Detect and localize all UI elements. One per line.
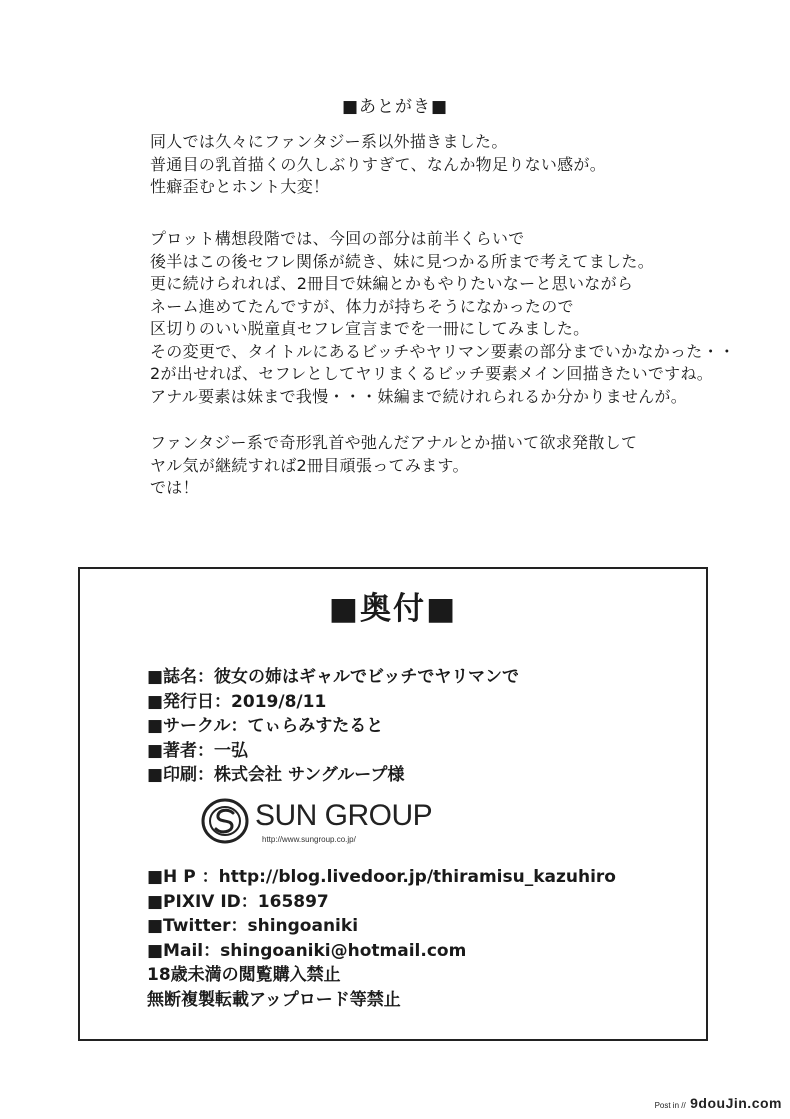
colophon-contacts xyxy=(147,865,616,1012)
text-line: 普通目の乳首描くの久しぶりすぎて、なんか物足りない感が。 xyxy=(150,154,607,174)
sungroup-logo-url: http://www.sungroup.co.jp/ xyxy=(262,835,356,844)
text-line: アナル要素は妹まで我慢・・・妹編まで続けれられるか分かりませんが。 xyxy=(150,386,688,406)
info-author-line: ■著者：一弘 xyxy=(147,740,249,761)
text-line: 後半はこの後セフレ関係が続き、妹に見つかる所まで考えてました。 xyxy=(150,251,655,271)
sungroup-logo-text: SUN GROUP xyxy=(255,799,433,832)
text-line: ネーム進めてたんですが、体力が持ちそうになかったので xyxy=(150,296,574,316)
sungroup-emblem-icon xyxy=(200,797,250,845)
text-line: 更に続けられれば、2冊目で妹編とかもやりたいなーと思いながら xyxy=(150,274,634,293)
sungroup-logo xyxy=(200,797,460,849)
info-printer-line: ■印刷：株式会社 サングループ様 xyxy=(147,765,405,785)
info-circle-line: ■サークル：てぃらみすたると xyxy=(147,716,384,736)
text-line: 性癖歪むとホント大変！ xyxy=(150,177,330,196)
colophon-title: ■奥付■ xyxy=(328,591,458,627)
afterword-heading: ■あとがき■ xyxy=(341,97,449,117)
age-restriction-notice: 18歳未満の閲覧購入禁止 xyxy=(147,965,341,985)
text-line: その変更で、タイトルにあるビッチやヤリマン要素の部分までいかなかった・・ xyxy=(150,341,736,361)
watermark-prefix: Post in // xyxy=(654,1101,686,1110)
contact-pixiv-line: ■PIXIV ID：165897 xyxy=(147,891,329,912)
watermark-brand: 9douJin.com xyxy=(690,1095,782,1111)
text-line: ヤル気が継続すれば2冊目頑張ってみます。 xyxy=(150,455,469,475)
info-title-line: ■誌名：彼女の姉はギャルでビッチでヤリマンで xyxy=(147,667,520,687)
text-line: 区切りのいい脱童貞セフレ宣言までを一冊にしてみました。 xyxy=(150,319,590,338)
text-line: プロット構想段階では、今回の部分は前半くらいで xyxy=(150,229,525,248)
text-line: 2が出せれば、セフレとしてヤリまくるビッチ要素メイン回描きたいですね。 xyxy=(150,364,714,383)
afterword-paragraph-2 xyxy=(150,228,760,408)
text-line: ファンタジー系で奇形乳首や弛んだアナルとか描いて欲求発散して xyxy=(150,433,638,452)
contact-hp-link[interactable]: ■H P ：http://blog.livedoor.jp/thiramisu_kazuhiro xyxy=(147,867,616,887)
colophon-info xyxy=(147,665,519,788)
afterword-paragraph-3 xyxy=(150,432,760,500)
watermark xyxy=(655,1095,782,1113)
text-line: では！ xyxy=(150,478,199,497)
contact-mail-link[interactable]: ■Mail：shingoaniki@hotmail.com xyxy=(147,940,467,961)
contact-twitter-line: ■Twitter：shingoaniki xyxy=(147,916,359,936)
copyright-notice: 無断複製転載アップロード等禁止 xyxy=(147,989,401,1010)
info-date-line: ■発行日：2019/8/11 xyxy=(147,691,327,712)
colophon-box xyxy=(78,567,708,1041)
afterword-paragraph-1 xyxy=(150,131,760,199)
text-line: 同人では久々にファンタジー系以外描きました。 xyxy=(150,132,508,151)
